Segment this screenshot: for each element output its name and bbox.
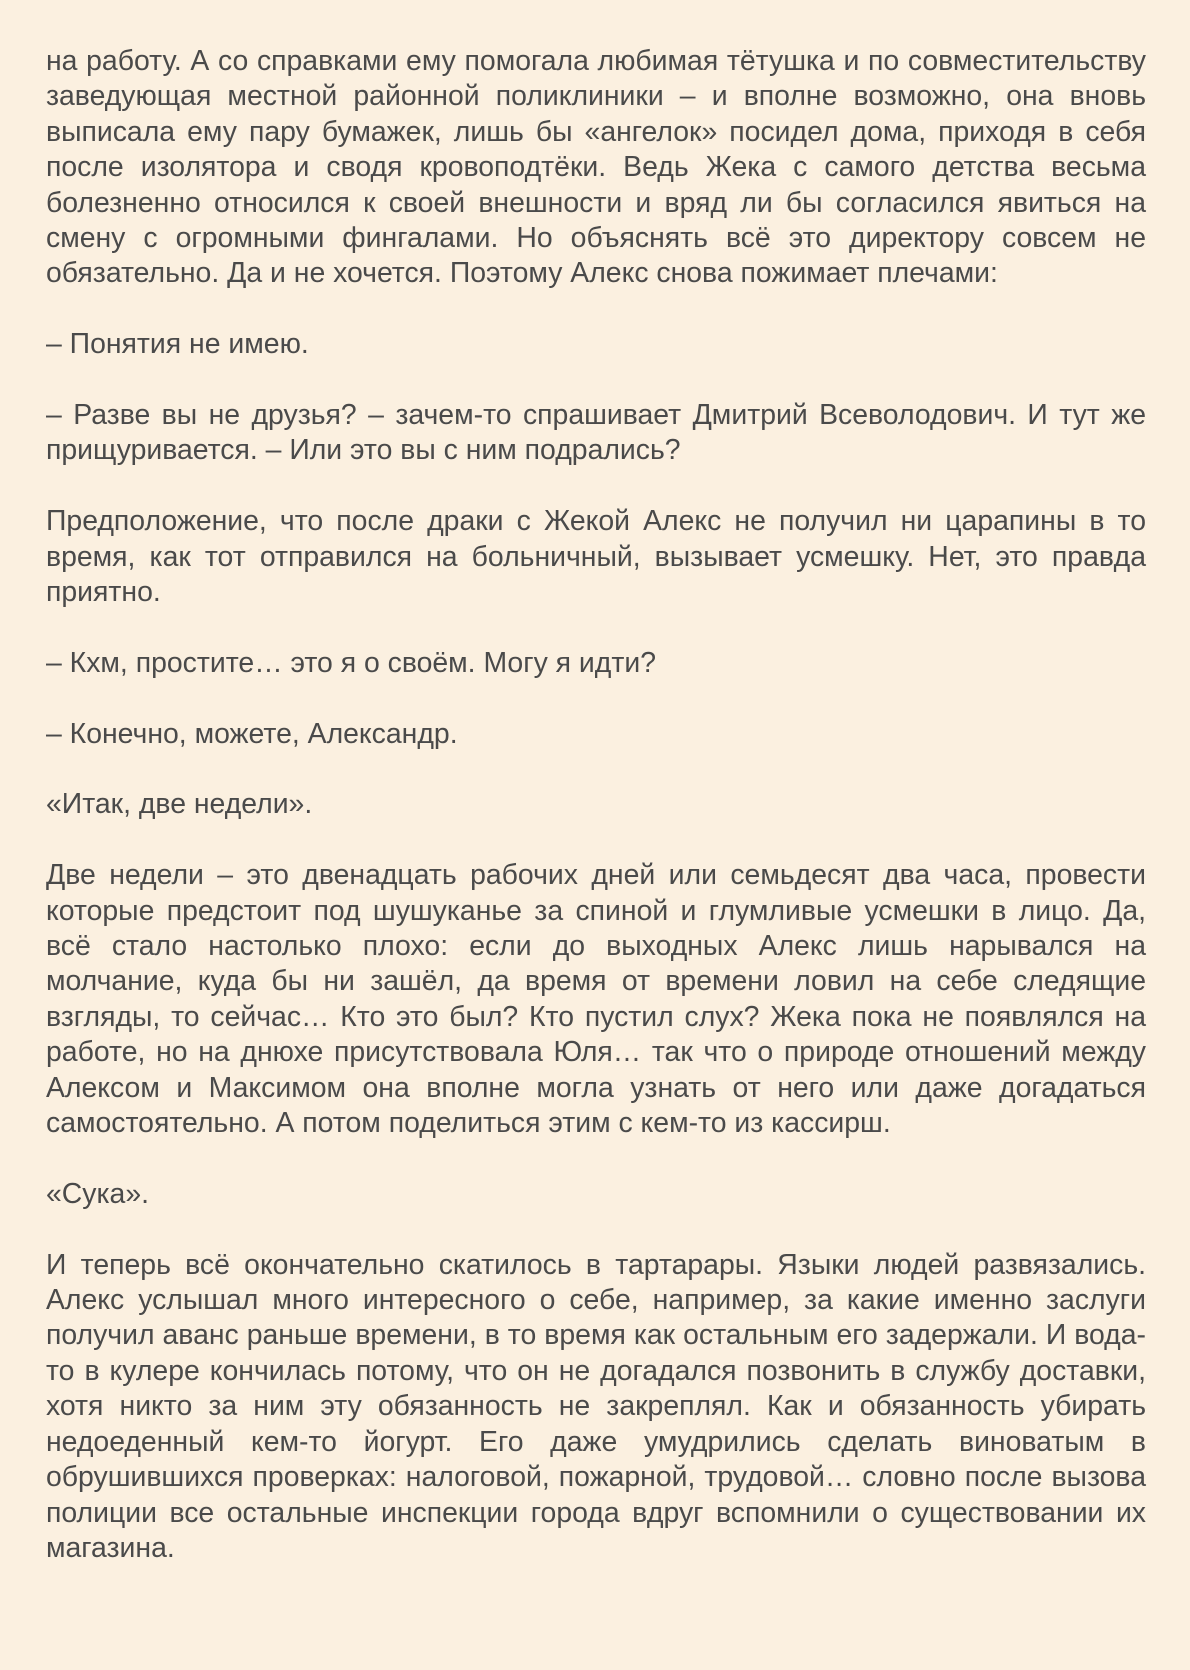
paragraph-3: – Разве вы не друзья? – зачем-то спрашивает Дмитрий Всеволодович. И тут же прищуривается. – Или это вы с ним подрались?	[46, 399, 1146, 467]
paragraph-4: Предположение, что после драки с Жекой Алекс не получил ни царапины в то время, как тот отправился на больничный, вызывает усмешку. Нет, это правда приятно.	[46, 505, 1146, 609]
paragraph-5: – Кхм, простите… это я о своём. Могу я идти?	[46, 646, 656, 679]
paragraph-1: на работу. А со справками ему помогала любимая тётушка и по совместительству заведующая местной районной поликлиники – и вполне возможно, она вновь выписала ему пару бумажек, лишь бы «ангелок» посидел дома, приходя в себя после изолятора и сводя кровоподтёки. Ведь Жека с самого детства весьма болезненно относился к своей внешности и вряд ли бы согласился явиться на смену с огромными фингалами. Но объяснять всё это директору совсем не обязательно. Да и не хочется. Поэтому Алекс снова пожимает плечами:	[46, 45, 1146, 290]
paragraph-7: «Итак, две недели».	[46, 788, 313, 821]
paragraph-2: – Понятия не имею.	[46, 328, 309, 361]
document-page	[46, 44, 1146, 1566]
paragraph-8: Две недели – это двенадцать рабочих дней или семьдесят два часа, провести которые предстоит под шушуканье за спиной и глумливые усмешки в лицо. Да, всё стало настолько плохо: если до выходных Алекс лишь нарывался на молчание, куда бы ни зашёл, да время от времени ловил на себе следящие взгляды, то сейчас… Кто это был? Кто пустил слух? Жека пока не появлялся на работе, но на днюхе присутствовала Юля… так что о природе отношений между Алексом и Максимом она вполне могла узнать от него или даже догадаться самостоятельно. А потом поделиться этим с кем-то из кассирш.	[46, 859, 1146, 1140]
paragraph-10: И теперь всё окончательно скатилось в тартарары. Языки людей развязались. Алекс услышал много интересного о себе, например, за какие именно заслуги получил аванс раньше времени, в то время как остальным его задержали. И вода-то в кулере кончилась потому, что он не догадался позвонить в службу доставки, хотя никто за ним эту обязанность не закреплял. Как и обязанность убирать недоеденный кем-то йогурт. Его даже умудрились сделать виноватым в обрушившихся проверках: налоговой, пожарной, трудовой… словно после вызова полиции все остальные инспекции города вдруг вспомнили о существовании их магазина.	[46, 1248, 1146, 1564]
paragraph-9: «Сука».	[46, 1177, 149, 1210]
paragraph-6: – Конечно, можете, Александр.	[46, 717, 458, 750]
